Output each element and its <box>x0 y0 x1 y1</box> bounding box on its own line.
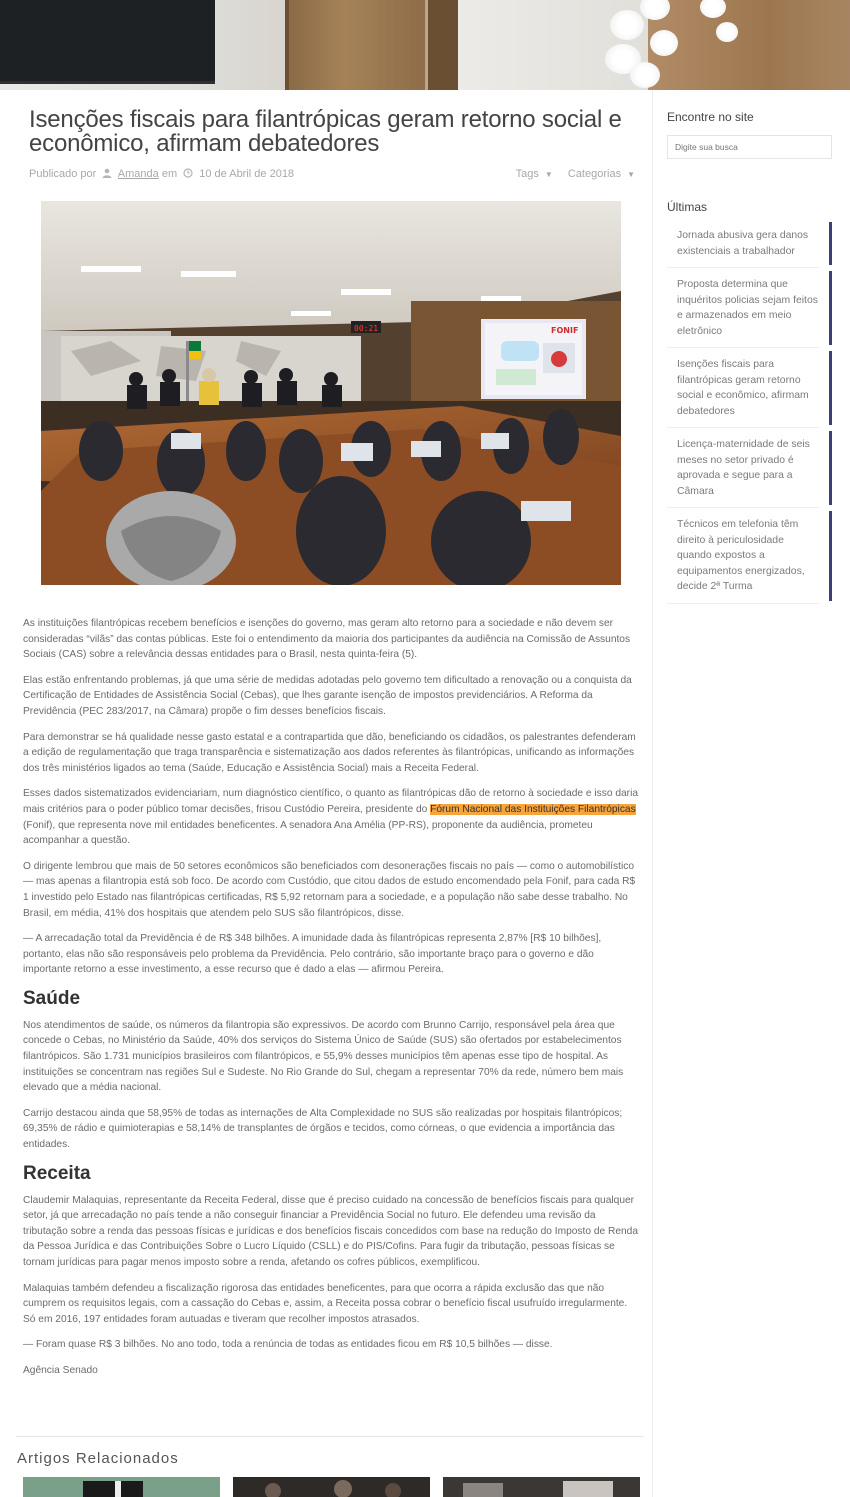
article-paragraph: Carrijo destacou ainda que 58,95% de todas as internações de Alta Complexidade no SUS são realizadas por hospitais filantrópicos; 69,35% de rádio e quimioterapias e 58,14% de transplantes de órgãos e tecidos, como córneas, o que evidencia a importância das entidades. <box>23 1107 623 1151</box>
column-divider <box>652 90 653 1497</box>
caret-down-icon: ▼ <box>544 170 553 179</box>
related-articles-heading: Artigos Relacionados <box>17 1450 179 1467</box>
latest-post-link[interactable]: Proposta determina que inquéritos policias sejam feitos e armazenados em meio eletrônico <box>667 271 832 345</box>
caret-down-icon: ▼ <box>627 170 635 179</box>
section-heading-receita: Receita <box>23 1162 91 1184</box>
latest-post-link[interactable]: Licença-maternidade de seis meses no setor privado é aprovada e segue para a Câmara <box>667 431 832 505</box>
paragraph-text: Esses dados sistematizados evidenciariam, num diagnóstico científico, o quanto as filantrópicas dão de retorno à sociedade e isso daria mais critérios para o poder público tomar decisões, frisou Custódio Pereira, presidente do <box>23 788 638 815</box>
section-heading-saude: Saúde <box>23 987 81 1009</box>
article-paragraph: Nos atendimentos de saúde, os números da filantropia são expressivos. De acordo com Brunno Carrijo, responsável pela área que concede o Cebas, no Ministério da Saúde, 40% dos serviços do Sistema Único de Saúde (SUS) são ofertados por estabelecimentos filantrópicos. São 1.731 municípios brasileiros com filantrópicos, e 55,9% desses municípios têm apenas esse tipo de hospital. As instituições se concentram nas regiões Sul e Sudeste. No Rio Grande do Sul, chegam a representar 70% da rede, número bem mais elevado que a média nacional. <box>23 1019 624 1094</box>
latest-posts-list <box>667 222 832 607</box>
orchid-flower <box>630 62 660 88</box>
orchid-flower <box>610 10 644 40</box>
article-paragraph: O dirigente lembrou que mais de 50 setores econômicos são beneficiados com desonerações fiscais no país — como o automobilístico — mas apenas a filantropia está sob foco. De acordo com Custódio, que citou dados de estudo encomendado pela Fonif, para cada R$ 1 investido pelo Estado nas filantrópicas certificadas, R$ 5,92 retornam para a sociedade, e a população não sabe desse trabalho. No Brasil, em média, 41% dos hospitais que atendem pelo SUS são filantrópicos, disse. <box>23 860 636 919</box>
article-paragraph <box>23 786 639 848</box>
article-paragraph: Elas estão enfrentando problemas, já que uma série de medidas adotadas pelo governo tem dificultado a renovação ou a conquista da Certificação de Entidades de Assistência Social (Cebas), que lhes garante isenção de impostos previdenciários. A Reforma da Previdência (PEC 283/2017, na Câmara) propõe o fim desses benefícios fiscais. <box>23 674 632 717</box>
related-article-thumbnail[interactable] <box>23 1477 220 1497</box>
search-heading: Encontre no site <box>667 110 754 124</box>
categories-dropdown[interactable] <box>562 168 635 180</box>
orchid-flower <box>716 22 738 42</box>
user-icon <box>102 168 112 181</box>
article-paragraph: As instituições filantrópicas recebem benefícios e isenções do governo, mas geram alto retorno para a sociedade e não devem ser consideradas “vilãs” das contas públicas. Este foi o entendimento da maioria dos participantes da audiência na Comissão de Assuntos Sociais (CAS) sobre a relevância dessas entidades para o Brasil, nesta quinta-feira (5). <box>23 618 631 661</box>
wood-panel <box>648 0 850 90</box>
latest-post-link[interactable]: Jornada abusiva gera danos existenciais a trabalhador <box>667 222 832 265</box>
clock-icon <box>183 168 193 181</box>
tags-dropdown[interactable] <box>510 168 553 180</box>
article-photo <box>41 201 621 585</box>
search-input[interactable] <box>667 135 832 159</box>
highlighted-term: Fórum Nacional das Instituições Filantrópicas <box>430 803 636 815</box>
article-body <box>23 616 639 1389</box>
on-label: em <box>161 168 178 180</box>
publish-date: 10 de Abril de 2018 <box>199 168 295 180</box>
latest-post-link[interactable]: Isenções fiscais para filantrópicas geram retorno social e econômico, afirmam debatedores <box>667 351 832 425</box>
author-link[interactable]: Amanda <box>117 168 159 180</box>
wooden-door <box>285 0 425 90</box>
screen-label: FONIF <box>551 326 579 335</box>
article-paragraph: Para demonstrar se há qualidade nesse gasto estatal e a contrapartida que dão, beneficiando os cidadãos, os palestrantes defenderam a edição de regulamentação que traga transparência e sistematização aos dados referentes às filantrópicas, unificando as informações dos três ministérios ligados ao tema (Saúde, Educação e Assistência Social) mais a Receita Federal. <box>23 731 636 774</box>
article-paragraph: — A arrecadação total da Previdência é de R$ 348 bilhões. A imunidade dada às filantrópicas representa 2,87% [R$ 10 bilhões], portanto, elas não são responsáveis pelo problema da Previdência. Pelo contrário, são importante braço para o governo e dão importante retorno a esse investimento, a esse recurso que é dado a elas — afirmou Pereira. <box>23 933 602 976</box>
svg-text:00:21: 00:21 <box>354 324 379 333</box>
article-paragraph: Malaquias também defendeu a fiscalização rigorosa das entidades beneficentes, para que ocorra a rápida exclusão das que não cumprem os requisitos legais, com a cassação do Cebas e, assim, a Receita possa cobrar o benefício fiscal usufruído irregularmente. Só em 2016, 197 entidades foram autuadas e tiveram que recolher impostos atrasados. <box>23 1282 628 1325</box>
tv-screen <box>0 0 215 84</box>
article-paragraph: — Foram quase R$ 3 bilhões. No ano todo, toda a renúncia de todas as entidades ficou em R$ 10,5 bilhões — disse. <box>23 1339 553 1351</box>
meta-dropdowns <box>504 168 635 180</box>
article-source: Agência Senado <box>23 1364 98 1376</box>
article-paragraph: Claudemir Malaquias, representante da Receita Federal, disse que é preciso cuidado na concessão de benefícios fiscais para qualquer setor, já que arrecadação no país tende a não conseguir financiar a Previdência Social no futuro. Ele defendeu uma revisão da tributação sobre a renda das pessoas físicas e jurídicas e dos benefícios fiscais concedidos com base na redução do Imposto de Renda da Pessoa Jurídica e das Contribuições Sobre o Lucro Líquido (CSLL) e do PIS/Cofins. Para fugir da tributação, pessoas físicas se tornam jurídicas para pagar menos imposto sobre a renda, afetando os cofres públicos, exemplificou. <box>23 1194 639 1268</box>
tags-label: Tags <box>515 168 539 180</box>
published-by-label: Publicado por <box>29 168 97 180</box>
door-frame <box>428 0 458 90</box>
categories-label: Categorias <box>567 168 622 180</box>
paragraph-text: (Fonif), que representa nove mil entidades beneficentes. A senadora Ana Amélia (PP-RS), proponente da audiência, prometeu acompanhar a questão. <box>23 819 593 847</box>
related-article-thumbnail[interactable] <box>233 1477 430 1497</box>
latest-post-link[interactable]: Técnicos em telefonia têm direito à periculosidade quando expostos a equipamentos energizados, decide 2ª Turma <box>667 511 832 601</box>
orchid-flower <box>650 30 678 56</box>
latest-heading: Últimas <box>667 200 708 214</box>
section-separator <box>16 1436 644 1437</box>
related-article-thumbnail[interactable] <box>443 1477 640 1497</box>
article-meta <box>29 168 639 182</box>
article-title: Isenções fiscais para filantrópicas geram retorno social e econômico, afirmam debatedores <box>29 106 622 157</box>
header-banner-photo <box>0 0 850 90</box>
